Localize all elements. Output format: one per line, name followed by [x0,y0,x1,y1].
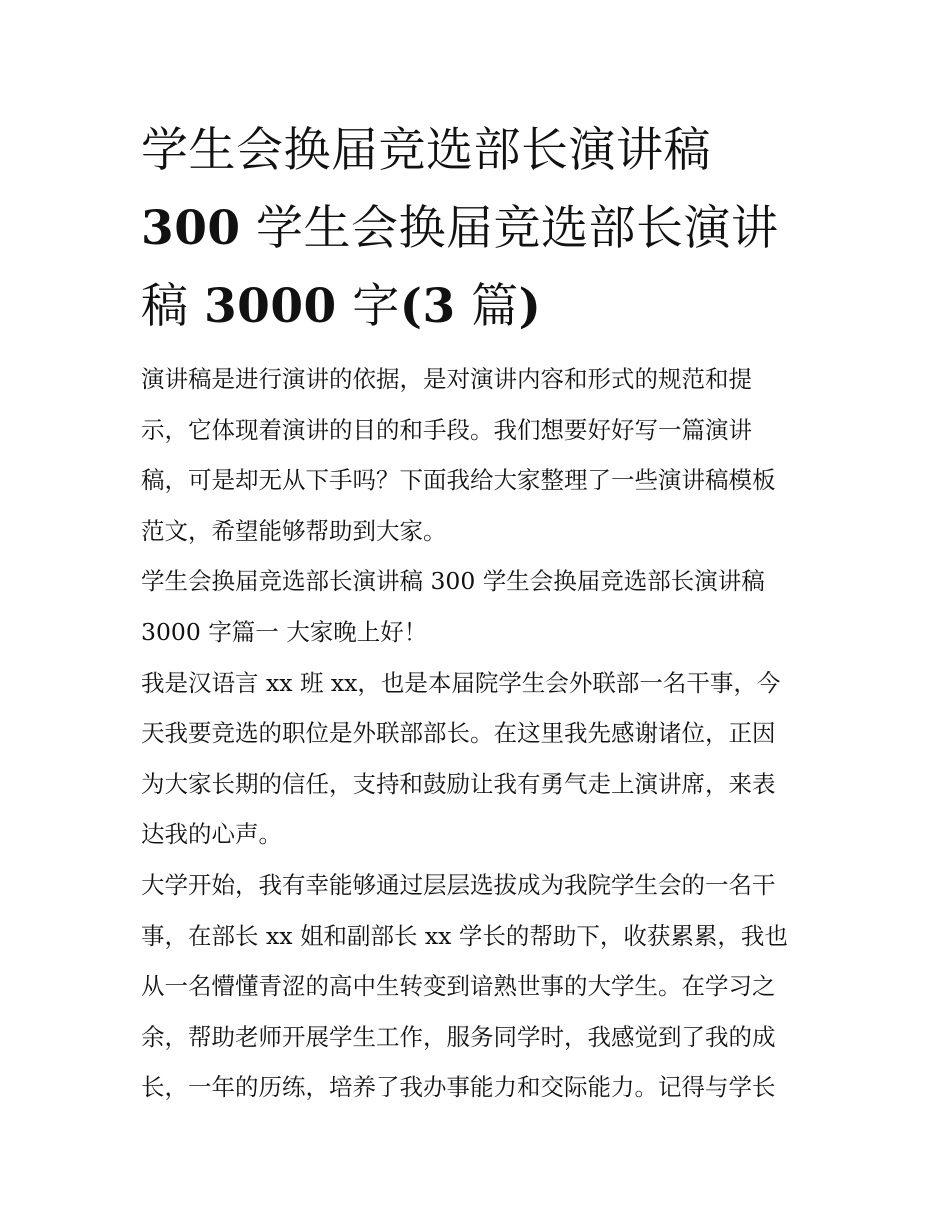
text-line: 3000 字篇一 大家晚上好！ [141,617,428,646]
text-line: 范文，希望能够帮助到大家。 [141,516,447,545]
document-body [141,354,813,1113]
text-line: 为大家长期的信任，支持和鼓励让我有勇气走上演讲席，来表 [141,769,776,798]
document-title [141,112,821,346]
paragraph-section-heading [141,556,813,657]
paragraph-self-introduction [141,658,813,860]
title-number: ) [518,279,542,334]
title-number: 300 [141,201,241,256]
text-line: 长，一年的历练，培养了我办事能力和交际能力。记得与学长 [141,1073,776,1102]
text-line: 学生会换届竞选部长演讲稿 300 学生会换届竞选部长演讲稿 [141,567,765,596]
title-text: 字 [336,279,400,334]
text-line: 达我的心声。 [141,820,282,849]
title-text: 稿 [141,279,204,334]
title-line-3 [141,268,821,346]
paragraph-intro [141,354,813,556]
title-number: (3 [399,279,456,334]
text-line: 我是汉语言 xx 班 xx，也是本届院学生会外联部一名干事，今 [141,668,781,697]
text-line: 天我要竞选的职位是外联部部长。在这里我先感谢诸位，正因 [141,719,776,748]
text-line: 示，它体现着演讲的目的和手段。我们想要好好写一篇演讲 [141,415,752,444]
text-line: 稿，可是却无从下手吗？下面我给大家整理了一些演讲稿模板 [141,466,776,495]
title-text: 学生会换届竞选部长演讲 [240,201,779,256]
text-line: 演讲稿是进行演讲的依据，是对演讲内容和形式的规范和提 [141,365,752,393]
text-line: 余，帮助老师开展学生工作，服务同学时，我感觉到了我的成 [141,1022,776,1051]
text-line: 事，在部长 xx 姐和副部长 xx 学长的帮助下，收获累累，我也 [141,921,788,950]
title-line-2 [141,190,821,268]
paragraph-experience [141,860,813,1113]
title-number: 3000 [203,279,337,334]
title-text: 学生会换届竞选部长演讲稿 [141,123,711,178]
title-text: 篇 [455,279,519,334]
text-line: 从一名懵懂青涩的高中生转变到谙熟世事的大学生。在学习之 [141,972,776,1001]
title-line-1 [141,112,821,190]
text-line: 大学开始，我有幸能够通过层层选拔成为我院学生会的一名干 [141,870,776,899]
